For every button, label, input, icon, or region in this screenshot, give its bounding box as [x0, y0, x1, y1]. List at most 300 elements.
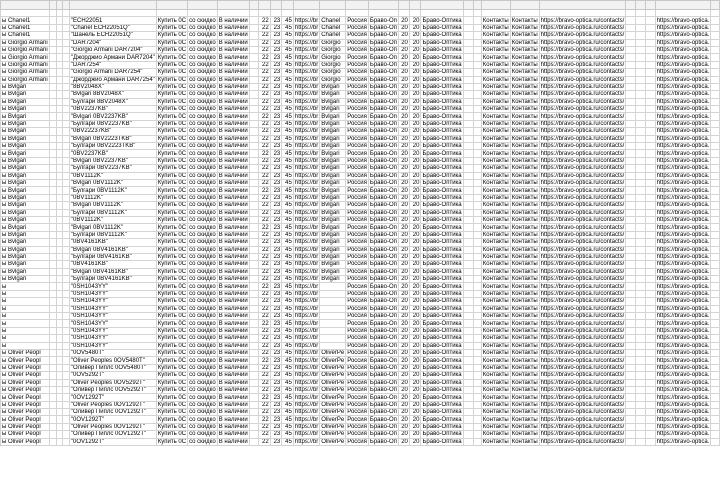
field-header-cell[interactable] — [249, 10, 258, 17]
table-cell[interactable] — [463, 409, 474, 416]
table-cell[interactable]: https://br — [294, 276, 319, 283]
table-cell[interactable]: Браво-Оп — [369, 32, 397, 39]
table-cell[interactable] — [249, 165, 258, 172]
table-cell[interactable]: Купить 0С — [157, 54, 187, 61]
table-cell[interactable]: Контакты — [511, 113, 538, 120]
table-cell[interactable] — [56, 261, 63, 268]
column-header-O[interactable] — [259, 1, 271, 10]
table-cell[interactable] — [63, 394, 70, 401]
table-cell[interactable]: "Булгари 0BV1112K" — [69, 231, 156, 238]
table-cell[interactable]: Россия — [347, 350, 367, 357]
table-cell[interactable] — [56, 32, 63, 39]
table-cell[interactable]: ы Bvlgari — [1, 157, 50, 164]
table-cell[interactable]: 20 — [409, 179, 421, 186]
table-cell[interactable]: 23 — [270, 342, 282, 349]
table-cell[interactable]: Россия — [347, 32, 367, 39]
table-cell[interactable]: ы Oliver Peopl — [1, 394, 50, 401]
table-cell[interactable] — [463, 224, 474, 231]
table-cell[interactable]: 45 — [282, 379, 294, 386]
table-cell[interactable]: ы Bvlgari — [1, 172, 50, 179]
field-header-cell[interactable] — [63, 10, 70, 17]
table-cell[interactable]: В наличии — [218, 194, 248, 201]
table-cell[interactable]: Браво-Оп — [369, 113, 397, 120]
table-cell[interactable]: https://br — [294, 158, 319, 164]
table-cell[interactable]: https://br — [294, 209, 319, 216]
table-cell[interactable] — [711, 128, 720, 135]
table-cell[interactable]: Браво-Оптика — [422, 128, 462, 135]
table-cell[interactable]: https://br — [294, 187, 319, 194]
table-cell[interactable]: Контакты — [511, 76, 538, 83]
table-cell[interactable] — [636, 32, 645, 39]
table-cell[interactable] — [49, 349, 56, 356]
table-cell[interactable] — [626, 268, 636, 275]
table-cell[interactable]: со скидко — [189, 416, 216, 423]
table-cell[interactable]: В наличии — [218, 121, 248, 128]
table-cell[interactable]: https://bravo-optica.ru/contacts/ — [540, 61, 625, 68]
table-cell[interactable]: со скидко — [189, 239, 216, 246]
table-cell[interactable]: Купить 0С — [157, 364, 187, 371]
table-cell[interactable]: Контакты — [511, 305, 538, 312]
table-cell[interactable] — [463, 216, 474, 223]
table-cell[interactable]: https://br — [294, 291, 319, 298]
table-cell[interactable]: https://br — [294, 327, 319, 334]
table-cell[interactable]: 23 — [270, 335, 282, 342]
table-cell[interactable] — [711, 372, 720, 379]
table-cell[interactable]: Контакты — [482, 357, 509, 364]
table-cell[interactable] — [63, 61, 70, 68]
table-cell[interactable]: https://bravo-optica.ru/contacts/ — [540, 24, 625, 31]
table-cell[interactable]: 20 — [409, 416, 421, 423]
table-cell[interactable] — [636, 17, 645, 24]
table-cell[interactable]: Браво-Оптика — [422, 379, 462, 386]
table-cell[interactable] — [636, 83, 645, 90]
table-cell[interactable]: https://br — [294, 261, 319, 268]
table-cell[interactable]: Bvlgari — [320, 187, 346, 194]
table-cell[interactable]: https://bravo-optica. — [656, 438, 710, 445]
table-cell[interactable]: Контакты — [511, 194, 538, 201]
table-cell[interactable]: https://br — [294, 32, 319, 39]
table-cell[interactable]: 45 — [282, 298, 294, 305]
table-cell[interactable]: Браво-Оп — [369, 91, 397, 98]
table-cell[interactable]: В наличии — [218, 202, 248, 209]
table-cell[interactable]: https://br — [294, 283, 319, 290]
table-cell[interactable]: Браво-Оп — [369, 231, 397, 238]
table-cell[interactable]: Браво-Оп — [369, 47, 397, 54]
table-cell[interactable]: Bvlgari — [320, 179, 346, 186]
table-cell[interactable]: 20 — [398, 335, 409, 342]
field-header-cell[interactable] — [655, 10, 711, 17]
table-cell[interactable] — [711, 298, 720, 305]
table-cell[interactable]: Контакты — [482, 121, 509, 128]
table-cell[interactable]: Контакты — [482, 394, 509, 401]
table-cell[interactable] — [249, 246, 258, 253]
table-cell[interactable] — [63, 423, 70, 430]
field-header-cell[interactable] — [1, 10, 50, 17]
table-cell[interactable] — [463, 17, 474, 24]
table-cell[interactable] — [645, 320, 655, 327]
table-cell[interactable]: Контакты — [482, 379, 509, 386]
table-cell[interactable]: 45 — [282, 216, 294, 223]
table-cell[interactable]: https://bravo-optica. — [656, 187, 710, 194]
table-cell[interactable]: https://bravo-optica. — [656, 106, 710, 113]
table-cell[interactable] — [56, 372, 63, 379]
table-cell[interactable] — [463, 327, 474, 334]
table-cell[interactable]: https://bravo-optica.ru/contacts/ — [540, 187, 625, 194]
table-cell[interactable]: 23 — [270, 165, 282, 172]
table-cell[interactable] — [463, 69, 474, 76]
table-cell[interactable]: ы — [1, 335, 50, 342]
table-cell[interactable]: со скидко — [189, 424, 216, 431]
table-cell[interactable] — [626, 91, 636, 98]
table-cell[interactable]: Купить 0С — [157, 291, 187, 298]
table-cell[interactable]: "Оливер Пиплс 0OV5480T" — [69, 364, 156, 371]
table-cell[interactable] — [636, 268, 645, 275]
table-cell[interactable] — [63, 305, 70, 312]
table-cell[interactable]: Купить 0С — [157, 283, 187, 290]
table-cell[interactable]: https://br — [294, 416, 319, 423]
table-cell[interactable] — [56, 246, 63, 253]
table-cell[interactable] — [56, 143, 63, 150]
table-cell[interactable]: 20 — [409, 69, 421, 76]
table-cell[interactable]: 45 — [282, 98, 294, 105]
table-cell[interactable] — [474, 32, 482, 39]
table-cell[interactable]: Контакты — [511, 327, 538, 334]
table-cell[interactable]: 45 — [282, 179, 294, 186]
table-cell[interactable]: Купить 0С — [157, 394, 187, 401]
table-cell[interactable]: https://bravo-optica.ru/contacts/ — [540, 239, 625, 246]
table-cell[interactable]: Купить 0С — [157, 276, 187, 283]
table-cell[interactable] — [463, 76, 474, 83]
table-cell[interactable] — [711, 46, 720, 53]
table-cell[interactable] — [626, 386, 636, 393]
table-cell[interactable] — [49, 98, 56, 105]
table-cell[interactable]: ы — [1, 305, 50, 312]
table-cell[interactable]: 23 — [270, 157, 282, 164]
table-cell[interactable] — [63, 32, 70, 39]
field-header-cell[interactable] — [259, 10, 271, 17]
table-cell[interactable]: 20 — [409, 283, 421, 290]
table-cell[interactable] — [249, 224, 258, 231]
table-cell[interactable] — [56, 283, 63, 290]
table-cell[interactable]: https://bravo-optica. — [656, 98, 710, 105]
table-cell[interactable]: 20 — [409, 401, 421, 408]
table-cell[interactable]: Купить 0С — [157, 61, 187, 68]
table-cell[interactable]: Россия — [347, 276, 367, 283]
table-cell[interactable]: Браво-Оп — [369, 17, 397, 24]
table-cell[interactable]: 20 — [398, 327, 409, 334]
table-cell[interactable] — [645, 231, 655, 238]
table-cell[interactable]: ы Bvlgari — [1, 216, 50, 223]
table-cell[interactable]: https://bravo-optica. — [656, 291, 710, 298]
table-cell[interactable]: со скидко — [189, 84, 216, 91]
column-header-AA[interactable] — [481, 1, 510, 10]
table-cell[interactable]: 45 — [282, 91, 294, 98]
table-cell[interactable]: В наличии — [218, 69, 248, 76]
table-cell[interactable]: Купить 0С — [157, 158, 187, 164]
table-cell[interactable]: Контакты — [511, 165, 538, 172]
table-cell[interactable] — [56, 431, 63, 438]
table-cell[interactable]: со скидко — [189, 91, 216, 98]
table-cell[interactable]: В наличии — [218, 209, 248, 216]
table-cell[interactable]: Купить 0С — [157, 128, 187, 135]
table-cell[interactable]: 20 — [398, 194, 409, 201]
table-cell[interactable]: Браво-Оп — [369, 106, 397, 113]
table-cell[interactable] — [249, 216, 258, 223]
table-cell[interactable] — [645, 157, 655, 164]
table-cell[interactable]: Контакты — [511, 261, 538, 268]
table-cell[interactable]: Контакты — [482, 431, 509, 438]
table-cell[interactable]: 20 — [398, 349, 409, 356]
table-cell[interactable]: 22 — [259, 143, 271, 150]
table-cell[interactable]: Контакты — [482, 47, 509, 54]
table-cell[interactable]: ы — [1, 342, 50, 349]
table-cell[interactable]: Купить 0С — [157, 202, 187, 209]
table-cell[interactable] — [711, 349, 720, 356]
table-cell[interactable]: https://bravo-optica.ru/contacts/ — [540, 350, 625, 357]
table-cell[interactable] — [56, 327, 63, 334]
table-cell[interactable]: Браво-Оптика — [422, 357, 462, 364]
table-cell[interactable]: Контакты — [482, 261, 509, 268]
table-cell[interactable]: 20 — [398, 157, 409, 164]
table-cell[interactable]: 23 — [270, 290, 282, 297]
table-cell[interactable]: Контакты — [511, 357, 538, 364]
table-cell[interactable]: Браво-Оптика — [422, 121, 462, 128]
table-cell[interactable]: Россия — [347, 202, 367, 209]
table-cell[interactable] — [63, 276, 70, 283]
table-cell[interactable] — [463, 394, 474, 401]
table-cell[interactable]: Контакты — [511, 98, 538, 105]
table-cell[interactable]: 20 — [398, 179, 409, 186]
table-cell[interactable] — [249, 335, 258, 342]
table-cell[interactable] — [474, 76, 482, 83]
table-cell[interactable] — [474, 394, 482, 401]
table-cell[interactable]: https://bravo-optica. — [656, 254, 710, 261]
table-cell[interactable]: https://bravo-optica. — [656, 202, 710, 209]
table-cell[interactable]: со скидко — [189, 276, 216, 283]
table-cell[interactable]: 20 — [409, 54, 421, 61]
table-cell[interactable] — [645, 401, 655, 408]
table-cell[interactable]: 20 — [398, 17, 409, 24]
table-cell[interactable]: 23 — [270, 24, 282, 31]
field-header-cell[interactable] — [636, 10, 645, 17]
field-header-cell[interactable] — [398, 10, 409, 17]
table-cell[interactable] — [249, 327, 258, 334]
table-cell[interactable]: ы Oliver Peopl — [1, 401, 50, 408]
table-cell[interactable] — [320, 313, 346, 320]
table-cell[interactable]: https://br — [294, 143, 319, 150]
table-cell[interactable]: Контакты — [482, 239, 509, 246]
table-cell[interactable]: 20 — [409, 17, 421, 24]
table-cell[interactable] — [636, 46, 645, 53]
table-cell[interactable] — [49, 143, 56, 150]
table-cell[interactable]: Браво-Оп — [369, 387, 397, 394]
table-cell[interactable]: https://bravo-optica.ru/contacts/ — [540, 401, 625, 408]
table-cell[interactable] — [56, 386, 63, 393]
table-cell[interactable]: "Giorgio Armani DAR7204" — [69, 46, 156, 53]
table-cell[interactable] — [463, 106, 474, 113]
table-cell[interactable]: В наличии — [218, 254, 248, 261]
table-cell[interactable]: "Oliver Peoples 0OV5292T" — [69, 379, 156, 386]
table-cell[interactable]: https://bravo-optica. — [656, 431, 710, 438]
table-cell[interactable]: со скидко — [189, 342, 216, 349]
table-cell[interactable] — [63, 24, 70, 31]
table-cell[interactable] — [249, 268, 258, 275]
table-cell[interactable] — [49, 423, 56, 430]
table-cell[interactable]: https://bravo-optica. — [656, 239, 710, 246]
table-cell[interactable]: Россия — [347, 364, 367, 371]
table-cell[interactable]: со скидко — [189, 254, 216, 261]
table-cell[interactable]: ы — [1, 320, 50, 327]
table-cell[interactable]: 20 — [398, 209, 409, 216]
table-cell[interactable]: Купить 0С — [157, 387, 187, 394]
table-cell[interactable] — [463, 32, 474, 39]
table-cell[interactable]: 22 — [259, 342, 271, 349]
table-cell[interactable]: Браво-Оп — [369, 98, 397, 105]
table-cell[interactable] — [249, 357, 258, 364]
table-cell[interactable] — [249, 386, 258, 393]
table-cell[interactable]: Россия — [347, 217, 367, 224]
table-cell[interactable]: 20 — [409, 386, 421, 393]
table-cell[interactable] — [626, 150, 636, 157]
table-cell[interactable]: Браво-Оптика — [422, 246, 462, 253]
table-cell[interactable]: В наличии — [218, 327, 248, 334]
table-cell[interactable]: ы Oliver Peopl — [1, 379, 50, 386]
table-cell[interactable] — [645, 386, 655, 393]
table-cell[interactable] — [56, 194, 63, 201]
table-cell[interactable]: Купить 0С — [157, 39, 187, 46]
table-cell[interactable]: Контакты — [482, 364, 509, 371]
table-cell[interactable]: "Bvlgari 0BV4161KB" — [69, 246, 156, 253]
table-cell[interactable] — [249, 209, 258, 216]
table-cell[interactable]: 20 — [409, 83, 421, 90]
table-cell[interactable] — [636, 283, 645, 290]
table-cell[interactable]: Контакты — [482, 135, 509, 142]
table-cell[interactable]: Купить 0С — [157, 217, 187, 224]
table-cell[interactable]: Купить 0С — [157, 32, 187, 39]
table-cell[interactable]: https://bravo-optica.ru/contacts/ — [540, 69, 625, 76]
field-header-cell[interactable] — [539, 10, 626, 17]
table-cell[interactable] — [711, 194, 720, 201]
table-cell[interactable] — [249, 349, 258, 356]
table-cell[interactable]: Браво-Оптика — [422, 409, 462, 416]
table-cell[interactable]: "Булгари 8BV2048X" — [69, 98, 156, 105]
table-cell[interactable]: Браво-Оптика — [422, 158, 462, 164]
table-cell[interactable]: 20 — [398, 91, 409, 98]
table-cell[interactable]: "Булгари 0BV4161KB" — [69, 276, 156, 283]
table-cell[interactable]: OliverPe — [321, 424, 345, 431]
table-cell[interactable] — [49, 320, 56, 327]
table-cell[interactable]: https://br — [294, 305, 319, 312]
table-cell[interactable]: 20 — [409, 423, 421, 430]
table-cell[interactable]: В наличии — [218, 135, 248, 142]
table-cell[interactable]: Россия — [347, 268, 367, 275]
table-cell[interactable]: 20 — [398, 224, 409, 231]
table-cell[interactable]: Купить 0С — [157, 121, 187, 128]
table-cell[interactable]: Россия — [347, 39, 367, 46]
table-cell[interactable] — [474, 276, 482, 283]
table-cell[interactable] — [711, 209, 720, 216]
table-cell[interactable] — [711, 179, 720, 186]
table-cell[interactable] — [463, 313, 474, 320]
table-cell[interactable]: 22 — [259, 194, 271, 201]
table-cell[interactable]: https://bravo-optica. — [656, 24, 710, 31]
table-cell[interactable]: https://bravo-optica.ru/contacts/ — [540, 394, 625, 401]
table-cell[interactable]: 22 — [259, 61, 271, 68]
column-header-I[interactable] — [63, 1, 70, 10]
table-cell[interactable] — [320, 327, 346, 334]
table-cell[interactable]: 20 — [398, 143, 409, 150]
table-cell[interactable]: Контакты — [511, 143, 538, 150]
table-cell[interactable]: В наличии — [218, 172, 248, 179]
table-cell[interactable]: В наличии — [218, 187, 248, 194]
table-cell[interactable]: "Oliver Peoples 0OV5480T" — [69, 357, 156, 364]
table-cell[interactable] — [56, 357, 63, 364]
table-cell[interactable] — [249, 106, 258, 113]
table-cell[interactable] — [56, 202, 63, 209]
table-cell[interactable] — [63, 46, 70, 53]
table-cell[interactable]: Купить 0С — [157, 24, 187, 31]
table-cell[interactable]: https://br — [294, 39, 319, 46]
column-header-T[interactable] — [346, 1, 369, 10]
table-cell[interactable]: Россия — [347, 135, 367, 142]
table-cell[interactable] — [711, 32, 720, 39]
table-cell[interactable] — [636, 187, 645, 194]
table-cell[interactable]: Контакты — [482, 54, 509, 61]
table-cell[interactable]: В наличии — [218, 401, 248, 408]
table-cell[interactable]: Контакты — [482, 106, 509, 113]
table-cell[interactable]: Россия — [347, 335, 367, 342]
table-cell[interactable] — [711, 24, 720, 31]
table-cell[interactable]: Контакты — [511, 239, 538, 246]
table-cell[interactable]: 20 — [398, 313, 409, 320]
table-cell[interactable] — [645, 150, 655, 157]
table-cell[interactable]: 20 — [409, 128, 421, 135]
table-cell[interactable]: 23 — [270, 98, 282, 105]
table-cell[interactable]: https://bravo-optica.ru/contacts/ — [540, 98, 625, 105]
table-cell[interactable]: "Джорджио Армани DAR7254" — [70, 76, 155, 83]
table-cell[interactable] — [56, 335, 63, 342]
table-cell[interactable]: 20 — [398, 364, 409, 371]
table-cell[interactable] — [711, 106, 720, 113]
table-cell[interactable]: со скидко — [189, 313, 216, 320]
table-cell[interactable]: Россия — [347, 246, 367, 253]
table-cell[interactable]: ы Bvlgari — [1, 253, 50, 260]
table-cell[interactable] — [56, 290, 63, 297]
table-cell[interactable] — [474, 69, 482, 76]
table-cell[interactable] — [463, 357, 474, 364]
table-cell[interactable]: 20 — [409, 157, 421, 164]
table-cell[interactable] — [56, 438, 63, 445]
table-cell[interactable] — [49, 120, 56, 127]
table-cell[interactable] — [49, 327, 56, 334]
table-cell[interactable]: со скидко — [189, 98, 216, 105]
table-cell[interactable]: "0SH1043YY" — [69, 313, 156, 320]
table-cell[interactable]: https://br — [294, 239, 319, 246]
table-cell[interactable] — [645, 17, 655, 24]
table-cell[interactable] — [711, 261, 720, 268]
table-cell[interactable] — [63, 364, 70, 371]
table-cell[interactable]: ы Bvlgari — [1, 135, 50, 142]
table-cell[interactable] — [249, 157, 258, 164]
table-cell[interactable] — [463, 379, 474, 386]
column-header-AG[interactable] — [655, 1, 711, 10]
table-cell[interactable]: https://bravo-optica.ru/contacts/ — [540, 113, 625, 120]
table-cell[interactable]: 20 — [398, 231, 409, 238]
table-cell[interactable]: 23 — [270, 305, 282, 312]
table-cell[interactable] — [249, 342, 258, 349]
table-cell[interactable]: Bvlgari — [320, 276, 346, 283]
table-cell[interactable]: https://bravo-optica. — [656, 379, 710, 386]
